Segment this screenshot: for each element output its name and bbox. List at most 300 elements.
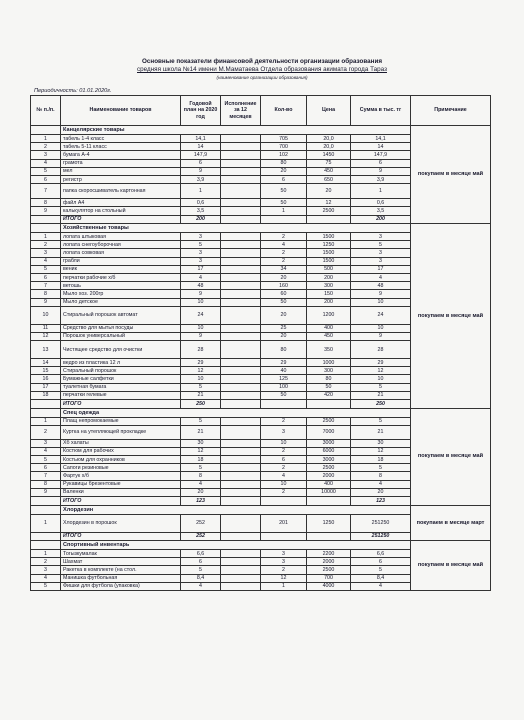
sum-cell: 10 (351, 324, 411, 332)
total-label: ИТОГО (61, 497, 181, 506)
section-number-cell (31, 224, 61, 233)
quantity-cell: 20 (261, 273, 307, 281)
item-name-cell: Манишка футбольная (61, 574, 181, 582)
quantity-cell: 705 (261, 135, 307, 143)
price-cell: 75 (307, 159, 351, 167)
sum-cell: 10 (351, 298, 411, 306)
quantity-cell: 2 (261, 257, 307, 265)
column-header: № п./п. (31, 96, 61, 126)
sum-cell: 21 (351, 391, 411, 399)
execution-cell (221, 558, 261, 566)
price-cell: 12 (307, 199, 351, 207)
organization-name (0, 66, 524, 74)
price-cell: 1250 (307, 514, 351, 532)
annual-plan-cell: 252 (181, 514, 221, 532)
item-name-cell: Мыло хоз. 200гр (61, 290, 181, 298)
sum-cell: 3 (351, 249, 411, 257)
item-name-cell: Валенки (61, 488, 181, 496)
row-number-cell: 5 (31, 456, 61, 464)
annual-plan-cell: 10 (181, 375, 221, 383)
section-header-row (31, 126, 491, 135)
quantity-cell: 102 (261, 151, 307, 159)
quantity-cell: 700 (261, 143, 307, 151)
row-number-cell: 8 (31, 199, 61, 207)
item-name-cell: Костюм для рабочих (61, 447, 181, 455)
price-cell: 2000 (307, 472, 351, 480)
total-plan: 250 (181, 400, 221, 409)
sum-cell: 18 (351, 456, 411, 464)
row-number-cell: 17 (31, 383, 61, 391)
item-name-cell: лопата совковая (61, 249, 181, 257)
item-name-cell: Мыло детское (61, 298, 181, 306)
quantity-cell: 160 (261, 282, 307, 290)
price-cell: 350 (307, 341, 351, 359)
row-number-cell: 4 (31, 447, 61, 455)
item-name-cell: мел (61, 167, 181, 175)
sum-cell: 6 (351, 159, 411, 167)
annual-plan-cell: 5 (181, 241, 221, 249)
annual-plan-cell: 10 (181, 298, 221, 306)
section-header-row (31, 408, 491, 417)
quantity-cell: 80 (261, 341, 307, 359)
execution-cell (221, 135, 261, 143)
annual-plan-cell: 6 (181, 159, 221, 167)
execution-cell (221, 367, 261, 375)
quantity-cell: 1 (261, 207, 307, 215)
execution-cell (221, 184, 261, 199)
item-name-cell: табель 1-4 класс (61, 135, 181, 143)
price-cell: 200 (307, 273, 351, 281)
column-header: Наименование товаров (61, 96, 181, 126)
sum-cell: 9 (351, 332, 411, 340)
financial-table (30, 95, 491, 591)
item-name-cell: Ракетка в комплекте (на стол. (61, 566, 181, 574)
price-cell: 3000 (307, 439, 351, 447)
sum-cell: 147,9 (351, 151, 411, 159)
item-name-cell: Бумажные салфетки (61, 375, 181, 383)
total-sum: 250 (351, 400, 411, 409)
section-header-row (31, 224, 491, 233)
total-plan: 123 (181, 497, 221, 506)
section-note: покупаем в месяце май (411, 408, 491, 505)
total-quantity-cell (261, 532, 307, 541)
item-name-cell: Плащ непромокаемые (61, 417, 181, 425)
document-title: Основные показатели финансовой деятельности организации образования (141, 58, 382, 65)
column-header: Исполнение за 12 месяцев (221, 96, 261, 126)
row-number-cell: 5 (31, 582, 61, 590)
execution-cell (221, 425, 261, 439)
table-header-row (31, 96, 491, 126)
row-number-cell: 7 (31, 472, 61, 480)
annual-plan-cell: 3,9 (181, 175, 221, 183)
price-cell: 2500 (307, 464, 351, 472)
quantity-cell: 10 (261, 439, 307, 447)
annual-plan-cell: 18 (181, 456, 221, 464)
quantity-cell: 20 (261, 306, 307, 324)
execution-cell (221, 207, 261, 215)
price-cell: 1250 (307, 241, 351, 249)
execution-cell (221, 273, 261, 281)
sum-cell: 0,6 (351, 199, 411, 207)
price-cell: 400 (307, 480, 351, 488)
execution-cell (221, 464, 261, 472)
item-name-cell: Средство для мытья посуды (61, 324, 181, 332)
quantity-cell: 60 (261, 290, 307, 298)
total-number-cell (31, 532, 61, 541)
quantity-cell: 2 (261, 447, 307, 455)
sum-cell: 21 (351, 425, 411, 439)
item-name-cell: Шахмат (61, 558, 181, 566)
quantity-cell: 50 (261, 184, 307, 199)
annual-plan-cell: 48 (181, 282, 221, 290)
price-cell: 450 (307, 167, 351, 175)
row-number-cell: 1 (31, 550, 61, 558)
sum-cell: 4 (351, 480, 411, 488)
sum-cell: 5 (351, 417, 411, 425)
sum-cell: 48 (351, 282, 411, 290)
column-header: Годовой план на 2020 год (181, 96, 221, 126)
sum-cell: 4 (351, 273, 411, 281)
total-sum: 200 (351, 215, 411, 224)
row-number-cell: 9 (31, 488, 61, 496)
price-cell: 420 (307, 391, 351, 399)
annual-plan-cell: 24 (181, 306, 221, 324)
price-cell: 450 (307, 332, 351, 340)
item-name-cell: папка скоросшиватель картонная (61, 184, 181, 199)
sum-cell: 5 (351, 241, 411, 249)
annual-plan-cell: 14,1 (181, 135, 221, 143)
quantity-cell: 2 (261, 566, 307, 574)
period-label: Периодичность: 01.01.2020г. (34, 88, 112, 94)
quantity-cell: 2 (261, 417, 307, 425)
quantity-cell: 125 (261, 375, 307, 383)
execution-cell (221, 298, 261, 306)
annual-plan-cell: 3 (181, 249, 221, 257)
execution-cell (221, 233, 261, 241)
annual-plan-cell: 28 (181, 341, 221, 359)
sum-cell: 5 (351, 383, 411, 391)
row-number-cell: 4 (31, 257, 61, 265)
total-label: ИТОГО (61, 532, 181, 541)
sum-cell: 3,5 (351, 207, 411, 215)
row-number-cell: 10 (31, 306, 61, 324)
price-cell: 2500 (307, 417, 351, 425)
total-sum: 251250 (351, 532, 411, 541)
price-cell: 400 (307, 324, 351, 332)
total-quantity-cell (261, 215, 307, 224)
sum-cell: 12 (351, 447, 411, 455)
row-number-cell: 1 (31, 135, 61, 143)
row-number-cell: 2 (31, 143, 61, 151)
price-cell: 20,0 (307, 135, 351, 143)
price-cell: 2200 (307, 550, 351, 558)
row-number-cell: 9 (31, 298, 61, 306)
annual-plan-cell: 30 (181, 439, 221, 447)
quantity-cell: 3 (261, 425, 307, 439)
quantity-cell: 29 (261, 359, 307, 367)
price-cell: 3000 (307, 456, 351, 464)
item-name-cell: грабли (61, 257, 181, 265)
quantity-cell: 3 (261, 550, 307, 558)
total-execution-cell (221, 400, 261, 409)
item-name-cell: лопата штыковая (61, 233, 181, 241)
organization-name-text: средняя школа №14 имени М.Маматаева Отдела образования акимата города Тараз (137, 66, 387, 73)
price-cell: 6000 (307, 447, 351, 455)
execution-cell (221, 439, 261, 447)
item-name-cell: Костьюм для охранников (61, 456, 181, 464)
item-name-cell: Фишки для футбола (упаковка) (61, 582, 181, 590)
price-cell: 300 (307, 282, 351, 290)
total-price-cell (307, 400, 351, 409)
total-execution-cell (221, 215, 261, 224)
sum-cell: 251250 (351, 514, 411, 532)
sum-cell: 3,9 (351, 175, 411, 183)
quantity-cell: 2 (261, 249, 307, 257)
annual-plan-cell: 10 (181, 324, 221, 332)
sum-cell: 14 (351, 143, 411, 151)
row-number-cell: 5 (31, 167, 61, 175)
column-header: Сумма в тыс. тг (351, 96, 411, 126)
total-quantity-cell (261, 400, 307, 409)
annual-plan-cell: 4 (181, 480, 221, 488)
sum-cell: 5 (351, 464, 411, 472)
price-cell: 1000 (307, 359, 351, 367)
price-cell: 650 (307, 175, 351, 183)
item-name-cell: Порошок универсальный (61, 332, 181, 340)
item-name-cell: Хб халаты (61, 439, 181, 447)
quantity-cell: 4 (261, 472, 307, 480)
execution-cell (221, 550, 261, 558)
section-header-row (31, 541, 491, 550)
sum-cell: 3 (351, 257, 411, 265)
item-name-cell: табель 5-11 класс (61, 143, 181, 151)
total-label: ИТОГО (61, 215, 181, 224)
price-cell: 300 (307, 367, 351, 375)
price-cell: 4000 (307, 582, 351, 590)
row-number-cell: 2 (31, 558, 61, 566)
section-note: покупаем в месяце май (411, 126, 491, 224)
sum-cell: 28 (351, 341, 411, 359)
sum-cell: 20 (351, 488, 411, 496)
item-name-cell: Тогызкумалак (61, 550, 181, 558)
row-number-cell: 6 (31, 273, 61, 281)
price-cell: 80 (307, 375, 351, 383)
execution-cell (221, 514, 261, 532)
execution-cell (221, 167, 261, 175)
execution-cell (221, 582, 261, 590)
item-name-cell: грамота (61, 159, 181, 167)
annual-plan-cell: 6 (181, 558, 221, 566)
execution-cell (221, 257, 261, 265)
quantity-cell: 6 (261, 175, 307, 183)
row-number-cell: 6 (31, 464, 61, 472)
quantity-cell: 50 (261, 391, 307, 399)
section-note: покупаем в месяце март (411, 505, 491, 541)
price-cell: 7000 (307, 425, 351, 439)
price-cell: 1450 (307, 151, 351, 159)
row-number-cell: 1 (31, 233, 61, 241)
annual-plan-cell: 3 (181, 233, 221, 241)
annual-plan-cell: 21 (181, 391, 221, 399)
execution-cell (221, 359, 261, 367)
row-number-cell: 3 (31, 439, 61, 447)
execution-cell (221, 574, 261, 582)
price-cell: 10000 (307, 488, 351, 496)
quantity-cell: 20 (261, 167, 307, 175)
quantity-cell: 4 (261, 241, 307, 249)
annual-plan-cell: 5 (181, 417, 221, 425)
section-title: Канцелярские товары (61, 126, 411, 135)
execution-cell (221, 143, 261, 151)
annual-plan-cell: 147,9 (181, 151, 221, 159)
item-name-cell: лопата снегоуборочная (61, 241, 181, 249)
sum-cell: 3 (351, 233, 411, 241)
row-number-cell: 5 (31, 265, 61, 273)
annual-plan-cell: 3,5 (181, 207, 221, 215)
execution-cell (221, 391, 261, 399)
sum-cell: 8 (351, 472, 411, 480)
quantity-cell: 34 (261, 265, 307, 273)
section-number-cell (31, 408, 61, 417)
price-cell: 2500 (307, 566, 351, 574)
price-cell: 1200 (307, 306, 351, 324)
row-number-cell: 7 (31, 282, 61, 290)
item-name-cell: Сапоги резиновые (61, 464, 181, 472)
sum-cell: 17 (351, 265, 411, 273)
sum-cell: 9 (351, 167, 411, 175)
annual-plan-cell: 12 (181, 447, 221, 455)
price-cell: 2500 (307, 207, 351, 215)
annual-plan-cell: 21 (181, 425, 221, 439)
row-number-cell: 9 (31, 207, 61, 215)
annual-plan-cell: 3 (181, 257, 221, 265)
price-cell: 1500 (307, 233, 351, 241)
annual-plan-cell: 4 (181, 582, 221, 590)
execution-cell (221, 456, 261, 464)
row-number-cell: 4 (31, 574, 61, 582)
sum-cell: 6,6 (351, 550, 411, 558)
total-plan: 200 (181, 215, 221, 224)
annual-plan-cell: 20 (181, 488, 221, 496)
execution-cell (221, 241, 261, 249)
price-cell: 2000 (307, 558, 351, 566)
column-header: Кол-во (261, 96, 307, 126)
price-cell: 1500 (307, 249, 351, 257)
sum-cell: 30 (351, 439, 411, 447)
quantity-cell: 25 (261, 324, 307, 332)
quantity-cell: 10 (261, 480, 307, 488)
row-number-cell: 15 (31, 367, 61, 375)
row-number-cell: 6 (31, 175, 61, 183)
price-cell: 50 (307, 383, 351, 391)
row-number-cell: 14 (31, 359, 61, 367)
row-number-cell: 13 (31, 341, 61, 359)
execution-cell (221, 249, 261, 257)
item-name-cell: ведро из пластика 12 л (61, 359, 181, 367)
execution-cell (221, 282, 261, 290)
total-quantity-cell (261, 497, 307, 506)
row-number-cell: 7 (31, 184, 61, 199)
price-cell: 200 (307, 298, 351, 306)
price-cell: 20,0 (307, 143, 351, 151)
execution-cell (221, 159, 261, 167)
total-number-cell (31, 400, 61, 409)
annual-plan-cell: 5 (181, 464, 221, 472)
quantity-cell: 1 (261, 582, 307, 590)
annual-plan-cell: 4 (181, 273, 221, 281)
section-number-cell (31, 126, 61, 135)
sum-cell: 9 (351, 290, 411, 298)
annual-plan-cell: 0,6 (181, 199, 221, 207)
quantity-cell: 80 (261, 159, 307, 167)
quantity-cell: 2 (261, 488, 307, 496)
sum-cell: 14,1 (351, 135, 411, 143)
execution-cell (221, 151, 261, 159)
row-number-cell: 2 (31, 425, 61, 439)
sum-cell: 12 (351, 367, 411, 375)
row-number-cell: 1 (31, 514, 61, 532)
annual-plan-cell: 12 (181, 367, 221, 375)
total-sum: 123 (351, 497, 411, 506)
total-execution-cell (221, 532, 261, 541)
item-name-cell: туалетная бумага (61, 383, 181, 391)
price-cell: 1500 (307, 257, 351, 265)
item-name-cell: Фартук х/б (61, 472, 181, 480)
section-title: Хлордезин (61, 505, 411, 514)
quantity-cell: 20 (261, 332, 307, 340)
execution-cell (221, 290, 261, 298)
sum-cell: 29 (351, 359, 411, 367)
execution-cell (221, 383, 261, 391)
item-name-cell: Рукавицы брезентовые (61, 480, 181, 488)
section-number-cell (31, 505, 61, 514)
execution-cell (221, 175, 261, 183)
section-number-cell (31, 541, 61, 550)
annual-plan-cell: 9 (181, 332, 221, 340)
sum-cell: 6 (351, 558, 411, 566)
annual-plan-cell: 29 (181, 359, 221, 367)
price-cell: 500 (307, 265, 351, 273)
total-plan: 252 (181, 532, 221, 541)
execution-cell (221, 332, 261, 340)
execution-cell (221, 341, 261, 359)
annual-plan-cell: 8 (181, 472, 221, 480)
sum-cell: 5 (351, 566, 411, 574)
sum-cell: 4 (351, 582, 411, 590)
row-number-cell: 2 (31, 241, 61, 249)
total-price-cell (307, 497, 351, 506)
column-header: Цена (307, 96, 351, 126)
total-number-cell (31, 497, 61, 506)
sum-cell: 24 (351, 306, 411, 324)
table-body (31, 126, 491, 591)
row-number-cell: 1 (31, 417, 61, 425)
total-number-cell (31, 215, 61, 224)
execution-cell (221, 324, 261, 332)
execution-cell (221, 447, 261, 455)
row-number-cell: 3 (31, 566, 61, 574)
item-name-cell: калькулятор на стольный (61, 207, 181, 215)
item-name-cell: Чистящее средство для очистки (61, 341, 181, 359)
sum-cell: 10 (351, 375, 411, 383)
quantity-cell: 12 (261, 574, 307, 582)
annual-plan-cell: 1 (181, 184, 221, 199)
total-price-cell (307, 532, 351, 541)
section-header-row (31, 505, 491, 514)
section-title: Спортивный инвентарь (61, 541, 411, 550)
price-cell: 20 (307, 184, 351, 199)
quantity-cell: 201 (261, 514, 307, 532)
